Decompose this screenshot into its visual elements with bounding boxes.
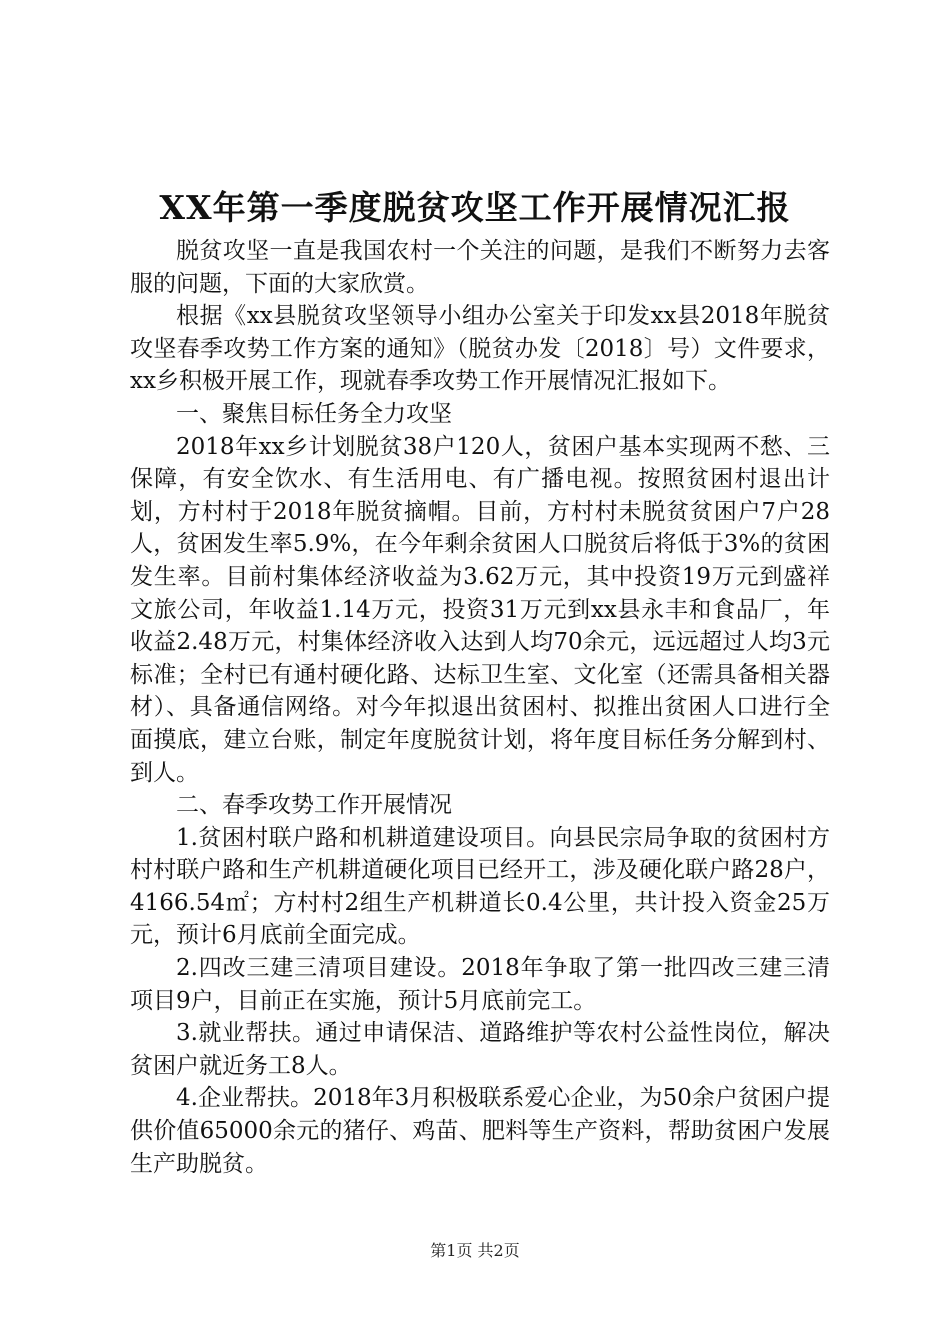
section-heading-2: 二、春季攻势工作开展情况 <box>176 792 452 819</box>
page-footer: 第1页 共2页 <box>430 1241 520 1260</box>
section-heading-1: 一、聚焦目标任务全力攻坚 <box>176 400 452 427</box>
item-3-paragraph: 3.就业帮扶。通过申请保洁、道路维护等农村公益性岗位，解决贫困户就近务工8人。 <box>130 1020 830 1079</box>
section-1-paragraph: 2018年xx乡计划脱贫38户120人，贫困户基本实现两不愁、三保障，有安全饮水、有生活用电、有广播电视。按照贫困村退出计划，方村村于2018年脱贫摘帽。目前，方村村未脱贫贫困户7户28人，贫困发生率5.9%，在今年剩余贫困人口脱贫后将低于3%的贫困发生率。目前村集体经济收益为3.62万元，其中投资19万元到盛祥文旅公司，年收益1.14万元，投资31万元到xx县永丰和食品厂，年收益2.48万元，村集体经济收入达到人均70余元，远远超过人均3元标准；全村已有通村硬化路、达标卫生室、文化室（还需具备相关器材）、具备通信网络。对今年拟退出贫困村、拟推出贫困人口进行全面摸底，建立台账，制定年度脱贫计划，将年度目标任务分解到村、到人。 <box>130 433 830 786</box>
item-4-paragraph: 4.企业帮扶。2018年3月积极联系爱心企业，为50余户贫困户提供价值65000余元的猪仔、鸡苗、肥料等生产资料，帮助贫困户发展生产助脱贫。 <box>130 1085 830 1177</box>
item-2-paragraph: 2.四改三建三清项目建设。2018年争取了第一批四改三建三清项目9户，目前正在实施，预计5月底前完工。 <box>130 955 830 1014</box>
basis-paragraph: 根据《xx县脱贫攻坚领导小组办公室关于印发xx县2018年脱贫攻坚春季攻势工作方案的通知》（脱贫办发〔2018〕号）文件要求，xx乡积极开展工作，现就春季攻势工作开展情况汇报如下。 <box>130 303 830 395</box>
document-title: XX年第一季度脱贫攻坚工作开展情况汇报 <box>159 188 791 227</box>
item-1-paragraph: 1.贫困村联户路和机耕道建设项目。向县民宗局争取的贫困村方村村联户路和生产机耕道硬化项目已经开工，涉及硬化联户路28户，4166.54㎡；方村村2组生产机耕道长0.4公里，共计投入资金25万元，预计6月底前全面完成。 <box>130 824 830 949</box>
document-body <box>130 235 830 1180</box>
intro-paragraph: 脱贫攻坚一直是我国农村一个关注的问题，是我们不断努力去客服的问题，下面的大家欣赏。 <box>130 238 830 297</box>
